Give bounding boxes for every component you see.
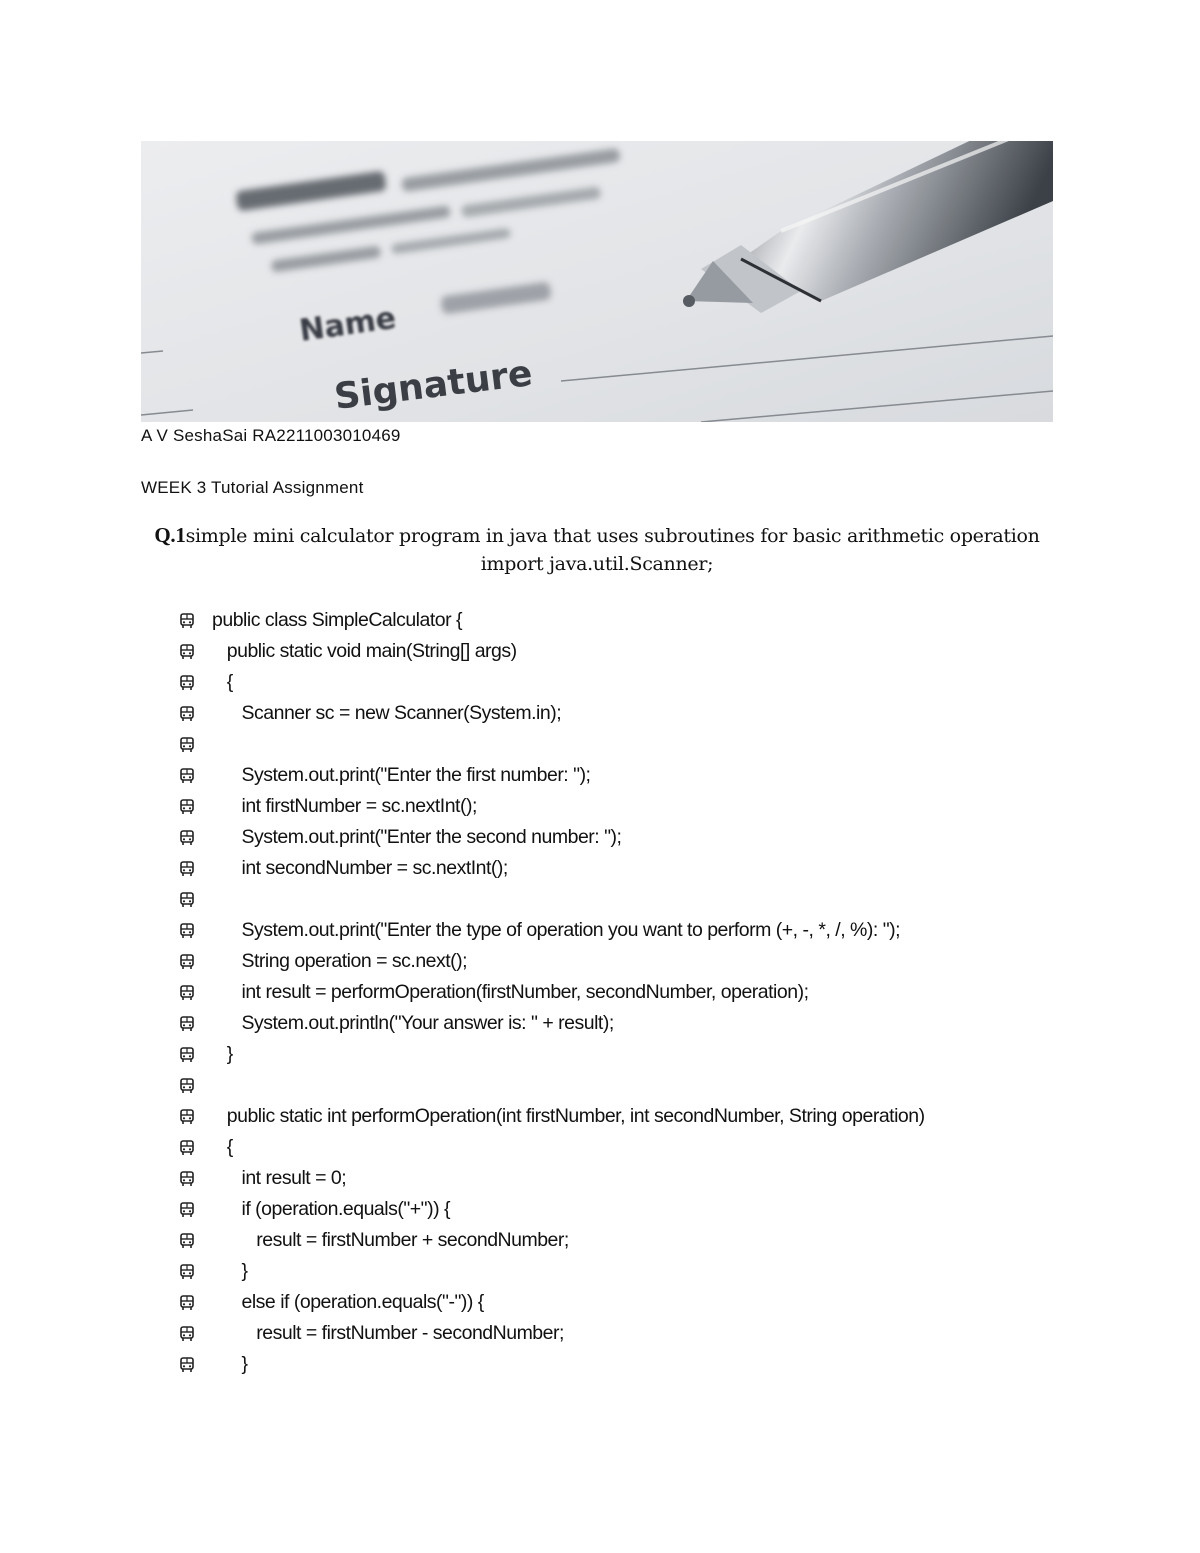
code-line: [180, 1163, 1080, 1194]
code-line-text: }: [212, 1043, 233, 1065]
code-line-text: result = firstNumber + secondNumber;: [212, 1229, 569, 1251]
code-line-text: {: [212, 1136, 233, 1158]
code-line: [180, 1070, 1080, 1101]
code-line-text: System.out.println("Your answer is: " + result);: [212, 1012, 614, 1034]
code-line-text: else if (operation.equals("-")) {: [212, 1291, 484, 1313]
banner-name-word: Name: [297, 300, 399, 349]
code-line-text: String operation = sc.next();: [212, 950, 468, 972]
question-block: [141, 521, 1053, 578]
assignment-title: WEEK 3 Tutorial Assignment: [141, 478, 364, 497]
code-line: [180, 1008, 1080, 1039]
code-line: [180, 1225, 1080, 1256]
code-line-text: System.out.print("Enter the second number: ");: [212, 826, 622, 848]
code-line-text: result = firstNumber - secondNumber;: [212, 1322, 564, 1344]
banner-signature-word: Signature: [332, 352, 535, 418]
code-line-text: public static void main(String[] args): [212, 640, 517, 662]
code-line: [180, 791, 1080, 822]
code-line-text: int result = 0;: [212, 1167, 347, 1189]
code-line-text: {: [212, 671, 233, 693]
code-line: [180, 636, 1080, 667]
code-line: [180, 1318, 1080, 1349]
code-line-text: int secondNumber = sc.nextInt();: [212, 857, 508, 879]
code-line-text: public static int performOperation(int firstNumber, int secondNumber, String operation): [212, 1105, 925, 1127]
code-listing: [180, 605, 1080, 1380]
import-line: import java.util.Scanner;: [480, 553, 714, 575]
code-line: [180, 822, 1080, 853]
code-line: [180, 667, 1080, 698]
code-line: [180, 1039, 1080, 1070]
question-number: Q.1: [154, 523, 186, 547]
code-line-text: }: [212, 1260, 248, 1282]
code-line: [180, 915, 972, 946]
code-line: [180, 760, 1080, 791]
code-line-text: System.out.print("Enter the type of operation you want to perform (+, -, *, /, %): ");: [212, 919, 901, 941]
code-line: [180, 946, 1080, 977]
code-line: [180, 1194, 1080, 1225]
code-line: [180, 884, 1080, 915]
code-line: [180, 729, 1080, 760]
code-line-text: int firstNumber = sc.nextInt();: [212, 795, 477, 817]
author-line: A V SeshaSai RA2211003010469: [141, 426, 401, 445]
code-line-text: }: [212, 1353, 248, 1375]
code-line: [180, 698, 1080, 729]
code-line-text: Scanner sc = new Scanner(System.in);: [212, 702, 562, 724]
code-line-text: System.out.print("Enter the first number: ");: [212, 764, 591, 786]
code-line-text: if (operation.equals("+")) {: [212, 1198, 451, 1220]
code-line: [180, 853, 1080, 884]
code-line: [180, 1101, 972, 1132]
code-line: [180, 605, 1080, 636]
code-line: [180, 1349, 1080, 1380]
code-line: [180, 977, 1080, 1008]
code-line: [180, 1287, 1080, 1318]
banner-image: [141, 141, 1053, 422]
question-text: simple mini calculator program in java that uses subroutines for basic arithmetic operation: [185, 525, 1040, 547]
code-line-text: public class SimpleCalculator {: [212, 609, 463, 631]
question-heading: [141, 521, 1053, 550]
code-line: [180, 1132, 1080, 1163]
code-line-text: int result = performOperation(firstNumber, secondNumber, operation);: [212, 981, 809, 1003]
code-line: [180, 1256, 1080, 1287]
